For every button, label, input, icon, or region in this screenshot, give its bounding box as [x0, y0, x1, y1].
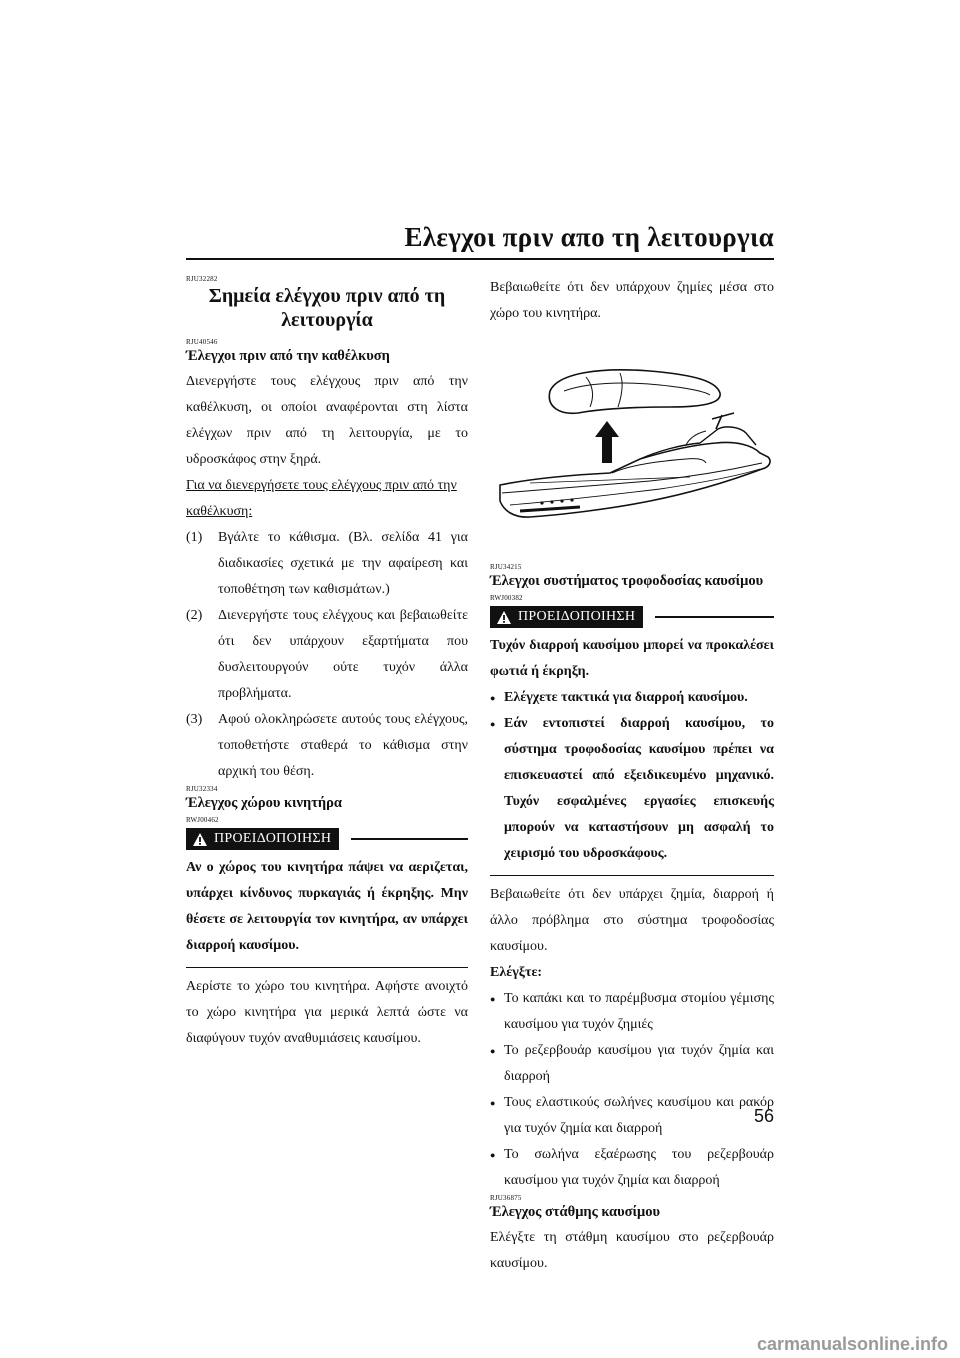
ref-code: RJU36875: [490, 1194, 522, 1202]
page-number: 56: [753, 1106, 774, 1126]
paragraph: Αερίστε το χώρο του κινητήρα. Αφήστε ανοιχτό το χώρο κινητήρα για μερικά λεπτά ώστε να διαφύγουν τυχόν αναθυμιάσεις καυσίμου.: [186, 979, 468, 1046]
watermark: carmanualsonline.info: [756, 1334, 948, 1354]
procedure-step: [186, 525, 468, 603]
ref-code: RJU34215: [490, 563, 522, 571]
warning-text: Αν ο χώρος του κινητήρα πάψει να αεριζεται, υπάρχει κίνδυνος πυρκαγιάς ή έκρηξης. Μην θέσετε σε λειτουργία τον κινητήρα, αν υπάρχει διαρροή καυσίμου.: [186, 851, 468, 968]
watercraft-seat-removal-illustration: [490, 333, 774, 551]
paragraph: Διενεργήστε τους ελέγχους πριν από την καθέλκυση, οι οποίοι αναφέρονται στη λίστα ελέγχων πριν από τη λειτουργία, με το υδροσκάφος στην ξηρά.: [186, 374, 468, 467]
procedure-steps: [186, 525, 468, 785]
page-header-title: Ελεγχοι πριν απο τη λειτουργια: [404, 222, 774, 252]
warning-label: ΠΡΟΕΙΔΟΠΟΙΗΣΗ: [518, 609, 636, 624]
step-number: (2): [186, 608, 203, 623]
warning-label: ΠΡΟΕΙΔΟΠΟΙΗΣΗ: [214, 831, 332, 846]
warning-box: [186, 827, 468, 968]
warning-triangle-icon: [496, 610, 512, 625]
left-column: [186, 275, 468, 1052]
step-number: (3): [186, 712, 203, 727]
step-text: Αφού ολοκληρώσετε αυτούς τους ελέγχους, τοποθετήστε σταθερά το κάθισμα στην αρχική του θέση.: [218, 712, 468, 779]
warning-rule: [655, 616, 774, 618]
list-item: ● Το ρεζερβουάρ καυσίμου για τυχόν ζημία και διαρροή: [490, 1038, 774, 1090]
warning-lead: Τυχόν διαρροή καυσίμου μπορεί να προκαλέσει φωτιά ή έκρηξη.: [490, 638, 774, 679]
list-item: ● Το καπάκι και το παρέμβυσμα στομίου γέμισης καυσίμου για τυχόν ζημιές: [490, 986, 774, 1038]
warning-badge: [490, 606, 643, 628]
paragraph: Ελέγξτε τη στάθμη καυσίμου στο ρεζερβουάρ καυσίμου.: [490, 1230, 774, 1271]
paragraph: Βεβαιωθείτε ότι δεν υπάρχουν ζημίες μέσα στο χώρο του κινητήρα.: [490, 280, 774, 321]
warning-bullet: ● Εάν εντοπιστεί διαρροή καυσίμου, το σύστημα τροφοδοσίας καυσίμου πρέπει να επισκευαστεί από εξειδικευμένο μηχανικό. Τυχόν εσφαλμένες εργασίες επισκευής μπορούν να καταστήσουν μη ασφαλή το χειρισμό του υδροσκάφους.: [490, 711, 774, 867]
header-rule: [186, 258, 774, 260]
warning-header: [490, 605, 774, 629]
procedure-step: [186, 603, 468, 707]
step-number: (1): [186, 530, 203, 545]
subheading-fuel-level: Έλεγχος στάθμης καυσίμου: [490, 1204, 661, 1220]
ref-code: RWJ00382: [490, 594, 523, 602]
warning-badge: [186, 828, 339, 850]
check-list: [490, 986, 774, 1194]
paragraph: Βεβαιωθείτε ότι δεν υπάρχει ζημία, διαρροή ή άλλο πρόβλημα στο σύστημα τροφοδοσίας καυσίμου.: [490, 887, 774, 954]
warning-bullet: ● Ελέγχετε τακτικά για διαρροή καυσίμου.: [490, 685, 774, 711]
list-item: ● Το σωλήνα εξαέρωσης του ρεζερβουάρ καυσίμου για τυχόν ζημία και διαρροή: [490, 1142, 774, 1194]
ref-code: RJU32282: [186, 275, 218, 283]
step-text: Βγάλτε το κάθισμα. (Βλ. σελίδα 41 για διαδικασίες σχετικά με την αφαίρεση και τοποθέτηση των καθισμάτων.): [218, 530, 468, 597]
procedure-step: [186, 707, 468, 785]
warning-header: [186, 827, 468, 851]
subheading-engine-compartment: Έλεγχος χώρου κινητήρα: [186, 795, 343, 811]
step-text: Διενεργήστε τους ελέγχους και βεβαιωθείτε ότι δεν υπάρχουν εξαρτήματα που δυσλειτουργούν ούτε τυχόν άλλα προβλήματα.: [218, 608, 468, 701]
warning-box: [490, 605, 774, 876]
procedure-intro: Για να διενεργήσετε τους ελέγχους πριν από την καθέλκυση:: [186, 478, 457, 519]
ref-code: RJU40546: [186, 338, 218, 346]
list-item: ● Τους ελαστικούς σωλήνες καυσίμου και ρακόρ για τυχόν ζημία και διαρροή: [490, 1090, 774, 1142]
subheading-pre-launch: Έλεγχοι πριν από την καθέλκυση: [186, 348, 390, 364]
ref-code: RJU32334: [186, 785, 218, 793]
warning-text: [490, 629, 774, 876]
section-title: Σημεία ελέγχου πριν από τη λειτουργία: [208, 285, 446, 331]
warning-rule: [351, 838, 468, 840]
check-label: Ελέγξτε:: [490, 965, 543, 980]
ref-code: RWJ00462: [186, 816, 219, 824]
subheading-fuel-system: Έλεγχοι συστήματος τροφοδοσίας καυσίμου: [490, 573, 764, 589]
warning-triangle-icon: [192, 832, 208, 847]
